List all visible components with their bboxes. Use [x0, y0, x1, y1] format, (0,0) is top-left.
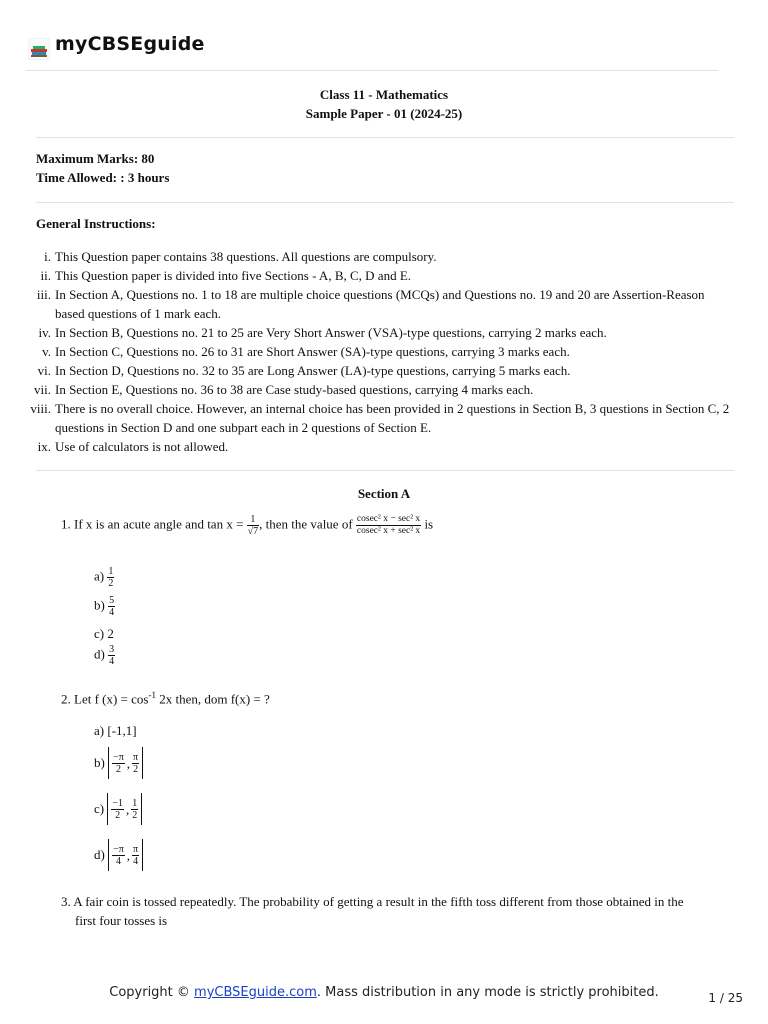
instruction-item: i. This Question paper contains 38 questions. All questions are compulsory.: [44, 249, 437, 264]
option-b[interactable]: b) $\frac{5}{4}$: [94, 595, 115, 618]
page-number: 1 / 25: [708, 991, 743, 1005]
footer-copyright: Copyright © myCBSEguide.com. Mass distribution in any mode is strictly prohibited.: [109, 985, 659, 1000]
footer-link[interactable]: myCBSEguide.com: [194, 985, 317, 1000]
instructions-title: General Instructions:: [36, 216, 156, 231]
option-b[interactable]: b) $\frac{-\pi}{2}$ , $\frac{\pi}{2}$: [94, 747, 143, 779]
divider: [26, 70, 718, 71]
interval-bracket: $\frac{-1}{2}$ , $\frac{1}{2}$: [107, 793, 142, 825]
option-a[interactable]: a) [-1,1]: [94, 723, 137, 738]
brand-name[interactable]: myCBSEguide: [55, 33, 205, 55]
option-d[interactable]: d) $\frac{-\pi}{4}$ , $\frac{\pi}{4}$: [94, 839, 143, 871]
question-2: 2. Let f $(x) = \cos^{-1} 2x$ then, dom f(x) = ?: [61, 690, 270, 707]
option-c[interactable]: c) 2: [94, 626, 114, 641]
paper-sample-title: Sample Paper - 01 (2024-25): [305, 106, 463, 121]
interval-bracket: $\frac{-\pi}{2}$ , $\frac{\pi}{2}$: [108, 747, 143, 779]
instruction-item: iv. In Section B, Questions no. 21 to 25 are Very Short Answer (VSA)-type questions, carrying 2 marks each.: [38, 325, 607, 340]
divider: [36, 202, 734, 203]
instruction-item: viii. There is no overall choice. However, an internal choice has been provided in 2 questions in Section B, 3 questions in Section C, 2 questions in Section D and one subpart each in 2 questions of Section E.: [30, 401, 730, 435]
instruction-item: iii. In Section A, Questions no. 1 to 18 are multiple choice questions (MCQs) and Questions no. 19 and 20 are Assertion-Reason based questions of 1 mark each.: [36, 287, 705, 321]
time-allowed: Time Allowed: : 3 hours: [36, 170, 170, 185]
divider: [36, 470, 734, 471]
header: [26, 30, 718, 64]
max-marks: Maximum Marks: 80: [36, 151, 155, 166]
section-a-heading: Section A: [357, 486, 411, 501]
instruction-item: vi. In Section D, Questions no. 32 to 35 are Long Answer (LA)-type questions, carrying 5 marks each.: [37, 363, 571, 378]
fraction: $\frac{\text{cosec² x − sec² x}}{\text{cosec² x + sec² x}}$: [356, 514, 421, 536]
option-c[interactable]: c) $\frac{-1}{2}$ , $\frac{1}{2}$: [94, 793, 142, 825]
instruction-item: v. In Section C, Questions no. 26 to 31 are Short Answer (SA)-type questions, carrying 3 marks each.: [42, 344, 570, 359]
instructions-list: [30, 247, 740, 456]
fraction: $\frac{1}{√7}$: [247, 514, 259, 537]
option-a[interactable]: a) $\frac{1}{2}$: [94, 566, 114, 589]
instruction-item: ix. Use of calculators is not allowed.: [37, 439, 229, 454]
logo-icon: [28, 38, 50, 60]
instruction-item: ii. This Question paper is divided into five Sections - A, B, C, D and E.: [40, 268, 412, 283]
instruction-item: vii. In Section E, Questions no. 36 to 38 are Case study-based questions, carrying 4 marks each.: [34, 382, 534, 397]
question-1: 1. If x is an acute angle and tan x = $\frac{1}{√7}$ , then the value of $\frac{\text{cosec² x − sec² x}}{\text{cosec² x + sec² x}}$ is: [61, 514, 434, 537]
paper-class-title: Class 11 - Mathematics: [319, 87, 449, 102]
option-d[interactable]: d) $\frac{3}{4}$: [94, 644, 115, 667]
divider: [36, 137, 734, 138]
question-3: 3. A fair coin is tossed repeatedly. The probability of getting a result in the fifth toss different from those obtained in the first four tosses is: [61, 894, 684, 928]
interval-bracket: $\frac{-\pi}{4}$ , $\frac{\pi}{4}$: [108, 839, 143, 871]
